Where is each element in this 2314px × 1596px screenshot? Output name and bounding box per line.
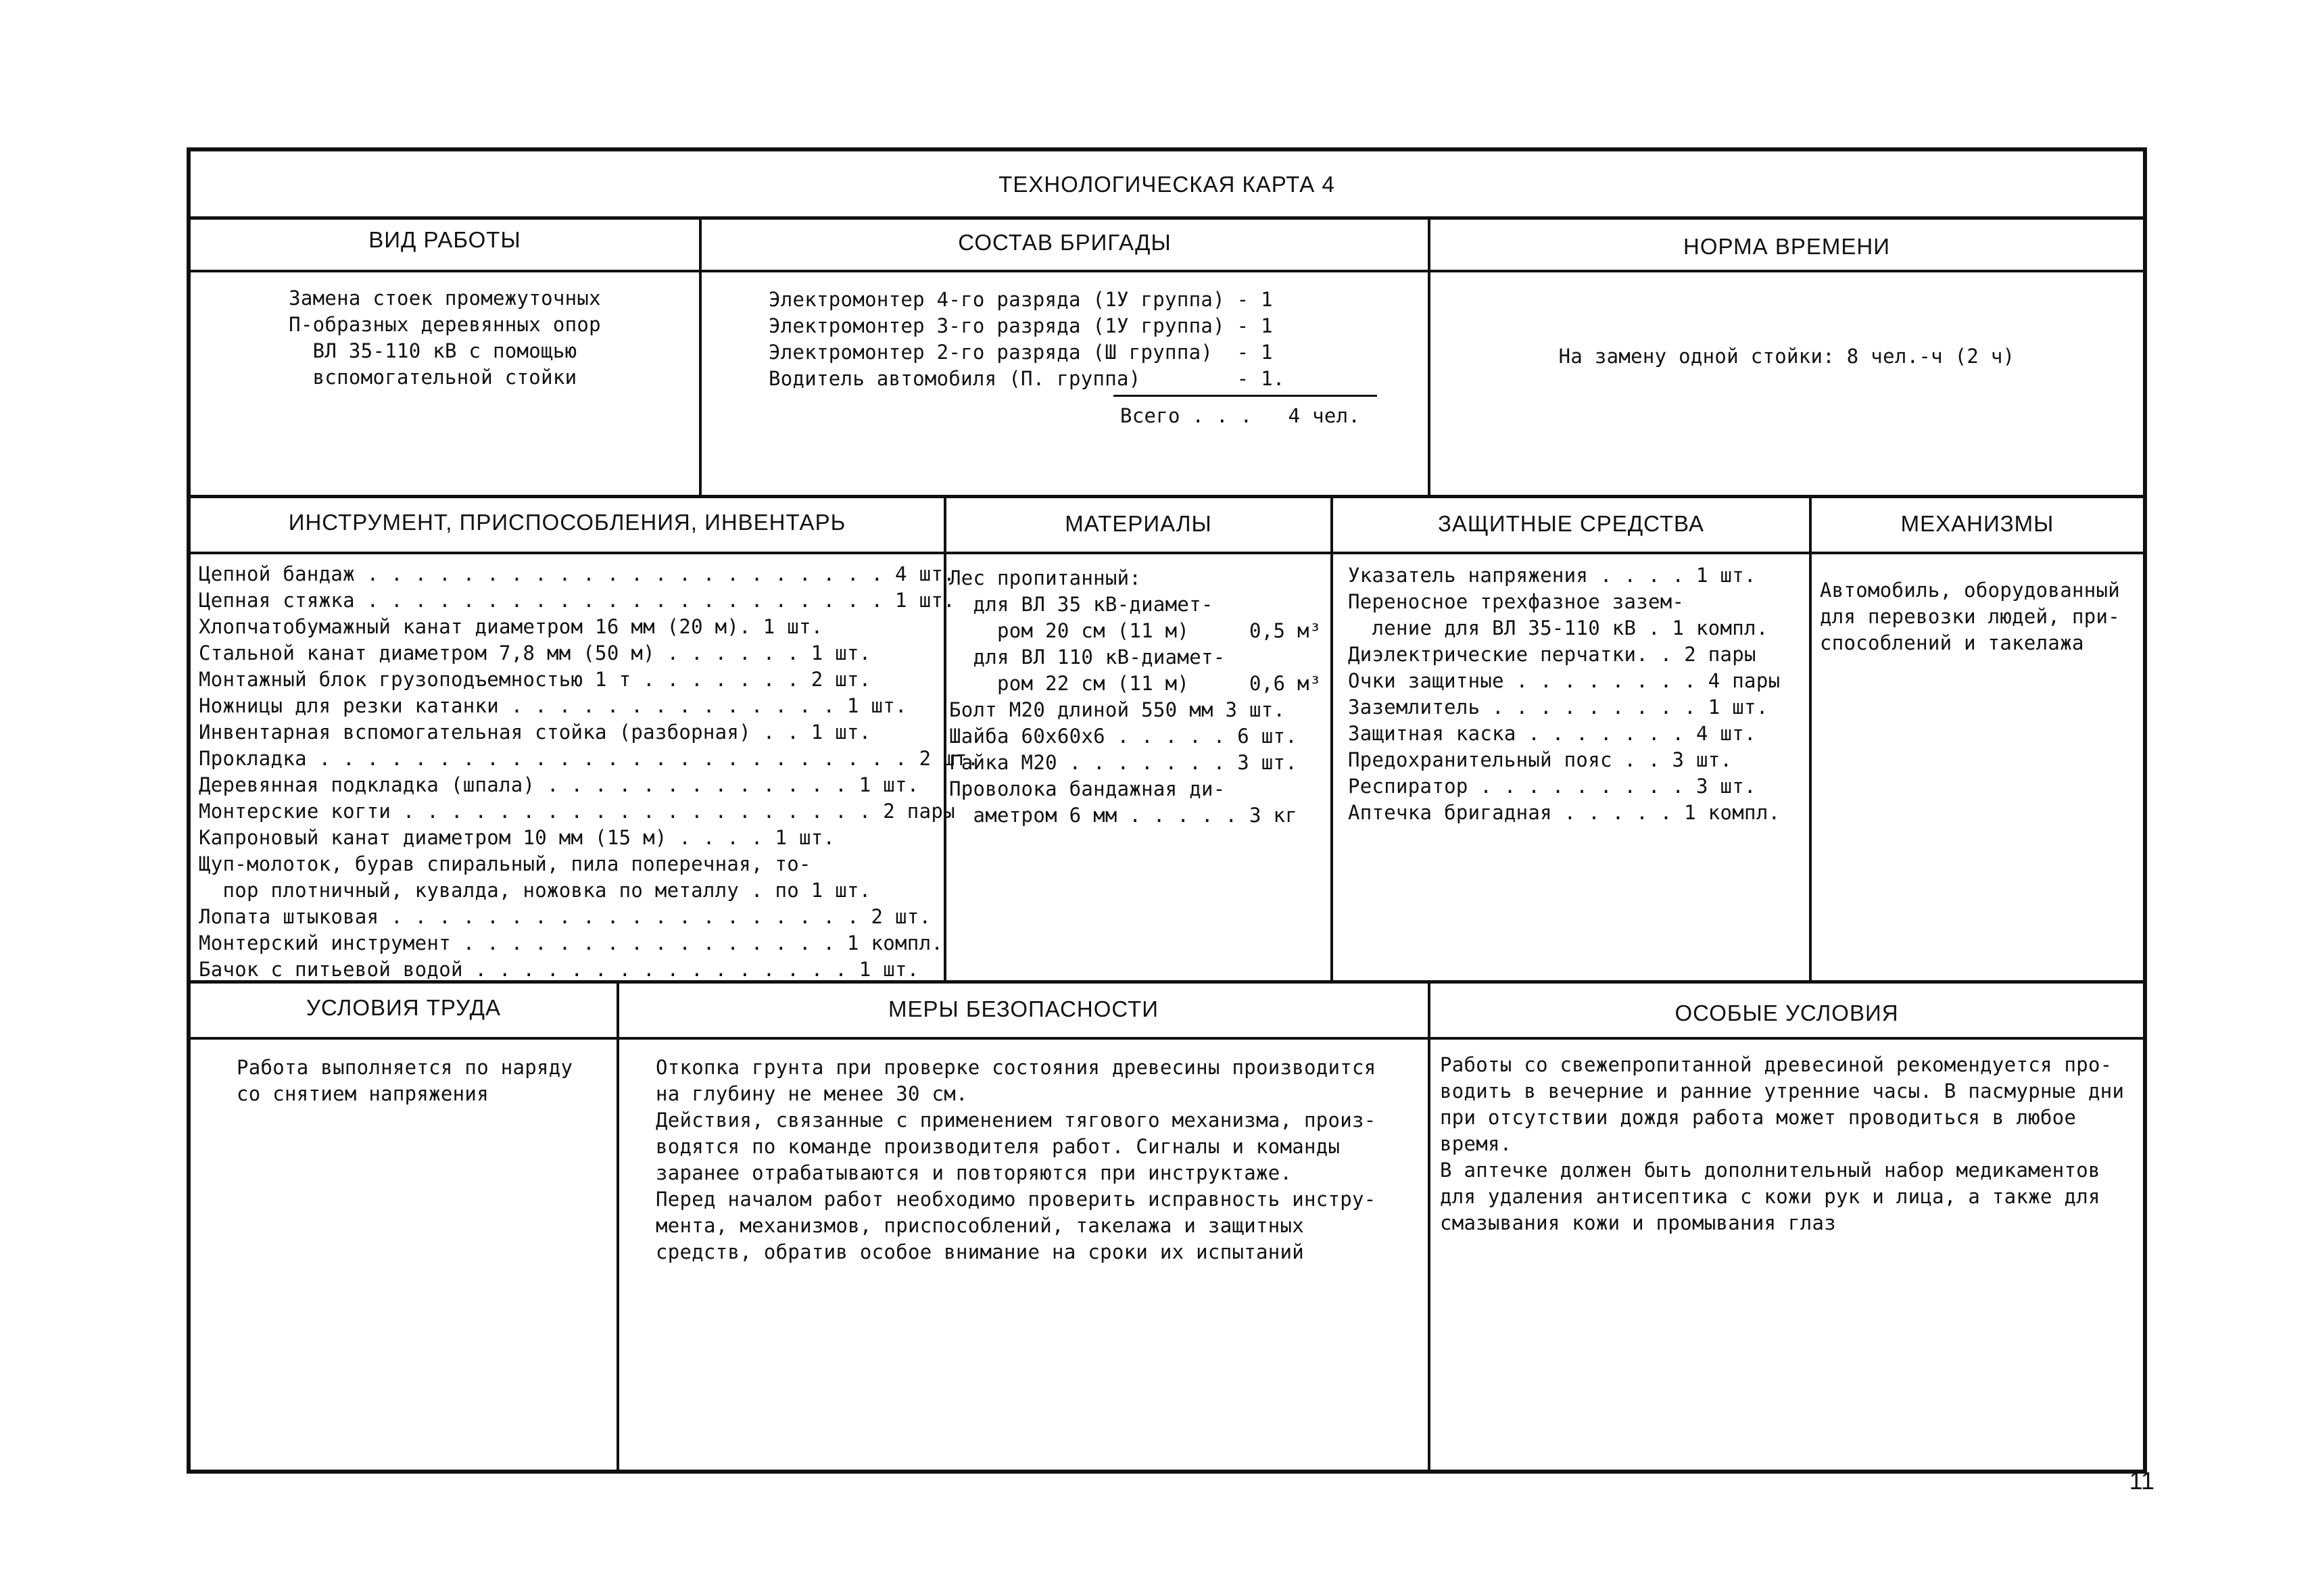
tools-item: Капроновый канат диаметром 10 мм (15 м) . . . . 1 шт. bbox=[199, 826, 836, 849]
header-mechanisms: МЕХАНИЗМЫ bbox=[1900, 511, 2054, 536]
tools-item: Лопата штыковая . . . . . . . . . . . . . . . . . . . . 2 шт. bbox=[199, 905, 932, 928]
rule-under-row2-headers bbox=[191, 552, 2143, 554]
rule-v-row3-a bbox=[617, 980, 619, 1474]
header-conditions: УСЛОВИЯ ТРУДА bbox=[306, 995, 502, 1020]
safety-line: водятся по команде производителя работ. Сигналы и команды bbox=[656, 1135, 1341, 1158]
rule-v-row3-b bbox=[1428, 980, 1430, 1474]
materials-item: для ВЛ 110 кВ-диамет- bbox=[949, 646, 1226, 669]
materials-item: Гайка М20 . . . . . . . 3 шт. bbox=[949, 751, 1298, 774]
protection-item: Предохранительный пояс . . 3 шт. bbox=[1348, 748, 1733, 771]
safety-line: на глубину не менее 30 см. bbox=[656, 1082, 968, 1105]
header-materials: МАТЕРИАЛЫ bbox=[1065, 511, 1212, 536]
rule-under-row1 bbox=[191, 495, 2143, 498]
tools-item: Монтерские когти . . . . . . . . . . . . . . . . . . . . 2 пары bbox=[199, 800, 955, 823]
protection-item: Указатель напряжения . . . . 1 шт. bbox=[1348, 564, 1756, 587]
special-line: водить в вечерние и ранние утренние часы. В пасмурные дни bbox=[1440, 1080, 2125, 1103]
conditions-line: со снятием напряжения bbox=[237, 1082, 489, 1105]
tools-item: Монтерский инструмент . . . . . . . . . . . . . . . . 1 компл. bbox=[199, 932, 944, 954]
safety-line: заранее отрабатываются и повторяются при инструктаже. bbox=[656, 1161, 1293, 1184]
header-work-type: ВИД РАБОТЫ bbox=[368, 227, 521, 252]
header-special: ОСОБЫЕ УСЛОВИЯ bbox=[1674, 1000, 1899, 1025]
protection-item: Респиратор . . . . . . . . . 3 шт. bbox=[1348, 775, 1756, 798]
mechanisms-line: способлений и такелажа bbox=[1820, 631, 2084, 654]
header-protection: ЗАЩИТНЫЕ СРЕДСТВА bbox=[1437, 511, 1704, 536]
special-line: при отсутствии дождя работа может проводиться в любое bbox=[1440, 1106, 2077, 1129]
crew-line: Электромонтер 4-го разряда (1У группа) - 1 bbox=[769, 288, 1273, 311]
mechanisms-line: для перевозки людей, при- bbox=[1820, 605, 2120, 628]
rule-under-row3-headers bbox=[191, 1037, 2143, 1040]
work-type-line: Замена стоек промежуточных bbox=[289, 287, 601, 310]
crew-total-rule bbox=[1113, 395, 1377, 397]
protection-item: Защитная каска . . . . . . . 4 шт. bbox=[1348, 722, 1756, 745]
rule-under-row1-headers bbox=[191, 270, 2143, 272]
tools-item: Щуп-молоток, бурав спиральный, пила поперечная, то- bbox=[199, 852, 811, 875]
crew-list bbox=[769, 287, 1418, 489]
crew-total: Всего . . . 4 чел. bbox=[1120, 404, 1361, 427]
header-crew: СОСТАВ БРИГАДЫ bbox=[958, 230, 1172, 255]
tools-item: Инвентарная вспомогательная стойка (разборная) . . 1 шт. bbox=[199, 721, 871, 744]
protection-item: Аптечка бригадная . . . . . 1 компл. bbox=[1348, 801, 1781, 824]
tools-item: Прокладка . . . . . . . . . . . . . . . . . . . . . . . . . 2 шт. bbox=[199, 747, 980, 770]
protection-list bbox=[1348, 562, 1808, 975]
special-line: Работы со свежепропитанной древесиной рекомендуется про- bbox=[1440, 1053, 2113, 1076]
safety-line: Действия, связанные с применением тягового механизма, произ- bbox=[656, 1109, 1376, 1132]
protection-item: Заземлитель . . . . . . . . . 1 шт. bbox=[1348, 696, 1768, 719]
work-type-line: П-образных деревянных опор bbox=[289, 313, 601, 336]
protection-item: ление для ВЛ 35-110 кВ . 1 компл. bbox=[1348, 616, 1768, 639]
conditions-text bbox=[191, 1055, 617, 1136]
safety-line: средств, обратив особое внимание на сроки их испытаний bbox=[656, 1240, 1305, 1263]
crew-line: Электромонтер 3-го разряда (1У группа) - 1 bbox=[769, 314, 1273, 337]
header-safety: МЕРЫ БЕЗОПАСНОСТИ bbox=[888, 996, 1159, 1021]
tools-item: Стальной канат диаметром 7,8 мм (50 м) . . . . . . 1 шт. bbox=[199, 642, 871, 664]
crew-line: Водитель автомобиля (П. группа) - 1. bbox=[769, 367, 1285, 390]
materials-item: ром 20 см (11 м) 0,5 м³ bbox=[949, 619, 1322, 642]
mechanisms-list bbox=[1820, 577, 2143, 712]
tools-item: Хлопчатобумажный канат диаметром 16 мм (20 м). 1 шт. bbox=[199, 615, 823, 638]
safety-text bbox=[656, 1055, 1420, 1284]
materials-list bbox=[949, 565, 1328, 977]
crew-line: Электромонтер 2-го разряда (Ш группа) - 1 bbox=[769, 341, 1273, 364]
header-tools: ИНСТРУМЕНТ, ПРИСПОСОБЛЕНИЯ, ИНВЕНТАРЬ bbox=[288, 510, 846, 535]
protection-item: Очки защитные . . . . . . . . 4 пары bbox=[1348, 669, 1781, 692]
safety-line: мента, механизмов, приспособлений, такелажа и защитных bbox=[656, 1214, 1305, 1237]
page-number: 11 bbox=[2129, 1467, 2154, 1495]
rule-v-row2-c bbox=[1809, 495, 1812, 984]
special-line: для удаления антисептика с кожи рук и лица, а также для bbox=[1440, 1185, 2100, 1208]
tools-item: Цепной бандаж . . . . . . . . . . . . . . . . . . . . . . 4 шт. bbox=[199, 562, 955, 585]
special-line: смазывания кожи и промывания глаз bbox=[1440, 1211, 1837, 1234]
tools-item: пор плотничный, кувалда, ножовка по металлу . по 1 шт. bbox=[199, 879, 871, 902]
work-type-line: ВЛ 35-110 кВ с помощью bbox=[312, 339, 577, 362]
materials-item: ром 22 см (11 м) 0,6 м³ bbox=[949, 672, 1322, 695]
rule-v-row2-b bbox=[1330, 495, 1333, 984]
special-line: время. bbox=[1440, 1132, 1512, 1155]
materials-item: Лес пропитанный: bbox=[949, 566, 1142, 589]
tools-item: Деревянная подкладка (шпала) . . . . . . . . . . . . . 1 шт. bbox=[199, 773, 919, 796]
special-line: В аптечке должен быть дополнительный набор медикаментов bbox=[1440, 1159, 2100, 1182]
materials-item: аметром 6 мм . . . . . 3 кг bbox=[949, 804, 1298, 827]
safety-line: Откопка грунта при проверке состояния древесины производится bbox=[656, 1056, 1376, 1079]
tools-item: Монтажный блок грузоподъемностью 1 т . . . . . . . 2 шт. bbox=[199, 668, 871, 691]
materials-item: для ВЛ 35 кВ-диамет- bbox=[949, 593, 1213, 616]
conditions-line: Работа выполняется по наряду bbox=[237, 1056, 573, 1079]
tools-item: Бачок с питьевой водой . . . . . . . . . . . . . . . . 1 шт. bbox=[199, 958, 919, 981]
time-norm-text: На замену одной стойки: 8 чел.-ч (2 ч) bbox=[1558, 345, 2015, 368]
header-time-norm: НОРМА ВРЕМЕНИ bbox=[1683, 234, 1890, 259]
rule-v-row1-a bbox=[699, 216, 702, 498]
tools-item: Цепная стяжка . . . . . . . . . . . . . . . . . . . . . . 1 шт. bbox=[199, 589, 955, 612]
materials-item: Проволока бандажная ди- bbox=[949, 777, 1226, 800]
card-title: ТЕХНОЛОГИЧЕСКАЯ КАРТА 4 bbox=[998, 172, 1335, 197]
safety-line: Перед началом работ необходимо проверить исправность инстру- bbox=[656, 1188, 1376, 1211]
tools-item: Ножницы для резки катанки . . . . . . . . . . . . . . 1 шт. bbox=[199, 694, 907, 717]
tech-card-table bbox=[187, 147, 2147, 1474]
work-type-line: вспомогательной стойки bbox=[312, 366, 577, 389]
protection-item: Диэлектрические перчатки. . 2 пары bbox=[1348, 643, 1756, 666]
rule-under-title bbox=[191, 216, 2143, 220]
materials-item: Болт М20 длиной 550 мм 3 шт. bbox=[949, 698, 1286, 721]
tools-list bbox=[199, 561, 980, 981]
protection-item: Переносное трехфазное зазем- bbox=[1348, 590, 1685, 613]
special-text bbox=[1440, 1052, 2140, 1255]
materials-item: Шайба 60х60х6 . . . . . 6 шт. bbox=[949, 725, 1298, 748]
mechanisms-line: Автомобиль, оборудованный bbox=[1820, 579, 2120, 602]
